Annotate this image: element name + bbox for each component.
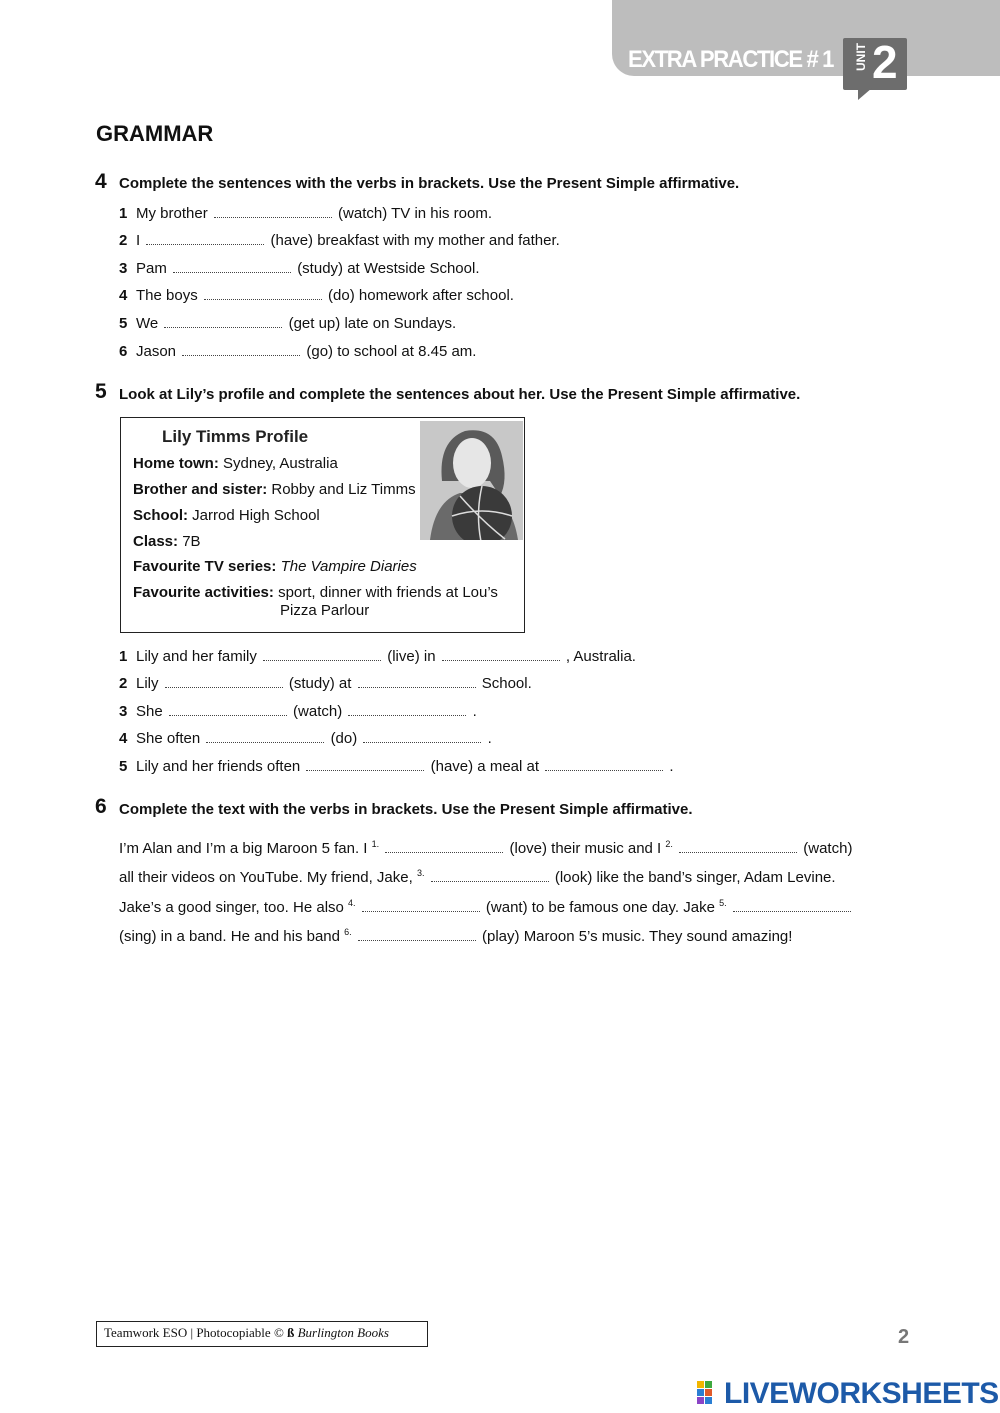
exercise-4-number: 4 [95, 170, 107, 193]
ex5-item-5 [119, 758, 674, 775]
profile-school [133, 507, 320, 524]
answer-blank[interactable] [358, 939, 476, 941]
answer-blank[interactable] [182, 354, 300, 356]
answer-blank[interactable] [733, 910, 851, 912]
item-text: Jason [136, 343, 177, 360]
unit-number: 2 [872, 36, 896, 88]
item-number: 4 [119, 730, 128, 747]
item-text: (do) homework after school. [328, 287, 514, 304]
item-number: 6 [119, 343, 128, 360]
item-text: I [136, 232, 141, 249]
item-text: The boys [136, 287, 198, 304]
page-number: 2 [898, 1326, 910, 1348]
para-text: (watch) [803, 840, 853, 857]
profile-photo [420, 421, 523, 540]
item-number: 2 [119, 675, 128, 692]
ex4-item-4 [119, 287, 514, 304]
answer-blank[interactable] [306, 769, 424, 771]
item-number: 3 [119, 260, 128, 277]
answer-blank[interactable] [146, 243, 264, 245]
footer-copyright: Teamwork ESO | Photocopiable © [104, 1325, 288, 1340]
answer-blank[interactable] [362, 910, 480, 912]
para-text: Jake’s a good singer, too. He also [119, 898, 344, 916]
answer-blank[interactable] [206, 741, 324, 743]
answer-blank[interactable] [358, 686, 476, 688]
profile-label: Class: [133, 533, 179, 550]
item-text: . [472, 703, 477, 720]
item-text: (watch) TV in his room. [338, 205, 492, 222]
ex5-item-3 [119, 703, 477, 720]
exercise-4-instruction: Complete the sentences with the verbs in brackets. Use the Present Simple affirmative. [119, 175, 740, 192]
item-number: 5 [119, 315, 128, 332]
item-text: (have) a meal at [430, 758, 540, 775]
profile-label: Brother and sister: [133, 481, 268, 498]
gap-number: 1. [371, 839, 380, 849]
answer-blank[interactable] [431, 880, 549, 882]
para-text: (play) Maroon 5’s music. They sound amazing! [482, 927, 793, 945]
answer-blank[interactable] [385, 851, 503, 853]
para-text: (look) like the band’s singer, Adam Levine. [554, 869, 836, 887]
answer-blank[interactable] [214, 216, 332, 218]
publisher-name: Burlington Books [297, 1325, 389, 1340]
item-text: . [669, 758, 674, 775]
ex5-item-4 [119, 730, 492, 747]
girl-with-basketball-image [420, 421, 523, 540]
item-text: (go) to school at 8.45 am. [306, 343, 477, 360]
answer-blank[interactable] [204, 298, 322, 300]
item-text: (do) [330, 730, 358, 747]
item-text: Lily and her friends often [136, 758, 301, 775]
profile-value: sport, dinner with friends at Lou’s [278, 584, 498, 601]
unit-label: UNIT [854, 43, 868, 71]
exercise-5-number: 5 [95, 380, 107, 403]
answer-blank[interactable] [173, 271, 291, 273]
profile-label: Home town: [133, 455, 219, 472]
exercise-6-instruction: Complete the text with the verbs in brackets. Use the Present Simple affirmative. [119, 801, 693, 818]
profile-tv [133, 558, 417, 575]
answer-blank[interactable] [545, 769, 663, 771]
para-text: all their videos on YouTube. My friend, Jake, [119, 869, 413, 887]
profile-value: 7B [182, 533, 201, 550]
profile-label: School: [133, 507, 188, 524]
exercise-6-text [119, 832, 859, 949]
liveworksheets-logo[interactable]: LIVEWORKSHEETS [724, 1377, 999, 1410]
profile-class [133, 533, 201, 550]
item-number: 3 [119, 703, 128, 720]
item-text: . [487, 730, 492, 747]
answer-blank[interactable] [363, 741, 481, 743]
item-text: We [136, 315, 159, 332]
item-text: (watch) [293, 703, 343, 720]
ex4-item-1 [119, 205, 492, 222]
answer-blank[interactable] [263, 659, 381, 661]
item-text: Lily and her family [136, 648, 257, 665]
profile-label: Favourite activities: [133, 584, 274, 601]
para-text: (want) to be famous one day. Jake [485, 898, 715, 916]
ex5-item-1 [119, 648, 636, 665]
profile-value: The Vampire Diaries [280, 558, 417, 575]
item-number: 1 [119, 205, 128, 222]
ex4-item-2 [119, 232, 560, 249]
profile-title: Lily Timms Profile [162, 427, 309, 446]
ex4-item-5 [119, 315, 456, 332]
item-text: School. [481, 675, 532, 692]
profile-activities-cont: Pizza Parlour [280, 602, 370, 619]
gap-number: 4. [348, 897, 356, 908]
exercise-5-instruction: Look at Lily’s profile and complete the sentences about her. Use the Present Simple affirmative. [119, 386, 801, 403]
profile-value: Jarrod High School [192, 507, 320, 524]
profile-siblings [133, 481, 416, 498]
exercise-6-number: 6 [95, 795, 107, 818]
item-text: (study) at Westside School. [297, 260, 480, 277]
profile-value: Robby and Liz Timms [271, 481, 416, 498]
answer-blank[interactable] [679, 851, 797, 853]
profile-activities [133, 584, 498, 601]
gap-number: 2. [665, 839, 673, 849]
liveworksheets-icon [697, 1381, 721, 1405]
item-text: Pam [136, 260, 167, 277]
section-title: GRAMMAR [96, 121, 214, 146]
profile-hometown [133, 455, 338, 472]
item-text: Lily [136, 675, 159, 692]
answer-blank[interactable] [164, 326, 282, 328]
item-text: She [136, 703, 163, 720]
unit-badge-tail [858, 88, 872, 100]
gap-number: 3. [416, 868, 425, 879]
gap-number: 5. [719, 897, 727, 908]
item-number: 2 [119, 232, 128, 249]
item-text: She often [136, 730, 201, 747]
item-number: 5 [119, 758, 128, 775]
answer-blank[interactable] [165, 686, 283, 688]
footer-text [104, 1325, 389, 1341]
para-text: I’m Alan and I’m a big Maroon 5 fan. I [119, 840, 368, 857]
item-number: 1 [119, 648, 128, 665]
item-number: 4 [119, 287, 128, 304]
item-text: (study) at [288, 675, 352, 692]
profile-value: Sydney, Australia [223, 455, 338, 472]
item-text: (have) breakfast with my mother and father. [270, 232, 560, 249]
answer-blank[interactable] [442, 659, 560, 661]
header-title: EXTRA PRACTICE # 1 [628, 46, 834, 73]
ex4-item-6 [119, 343, 476, 360]
para-text: (love) their music and I [509, 840, 662, 857]
ex5-item-2 [119, 675, 532, 692]
ex4-item-3 [119, 260, 480, 277]
item-text: , Australia. [565, 648, 636, 665]
gap-number: 6. [344, 926, 352, 937]
item-text: (live) in [387, 648, 436, 665]
publisher-logo-icon: ß [287, 1325, 295, 1340]
answer-blank[interactable] [169, 714, 287, 716]
item-text: My brother [136, 205, 208, 222]
profile-label: Favourite TV series: [133, 558, 277, 575]
para-text: (sing) in a band. He and his band [119, 927, 340, 945]
answer-blank[interactable] [348, 714, 466, 716]
item-text: (get up) late on Sundays. [288, 315, 457, 332]
